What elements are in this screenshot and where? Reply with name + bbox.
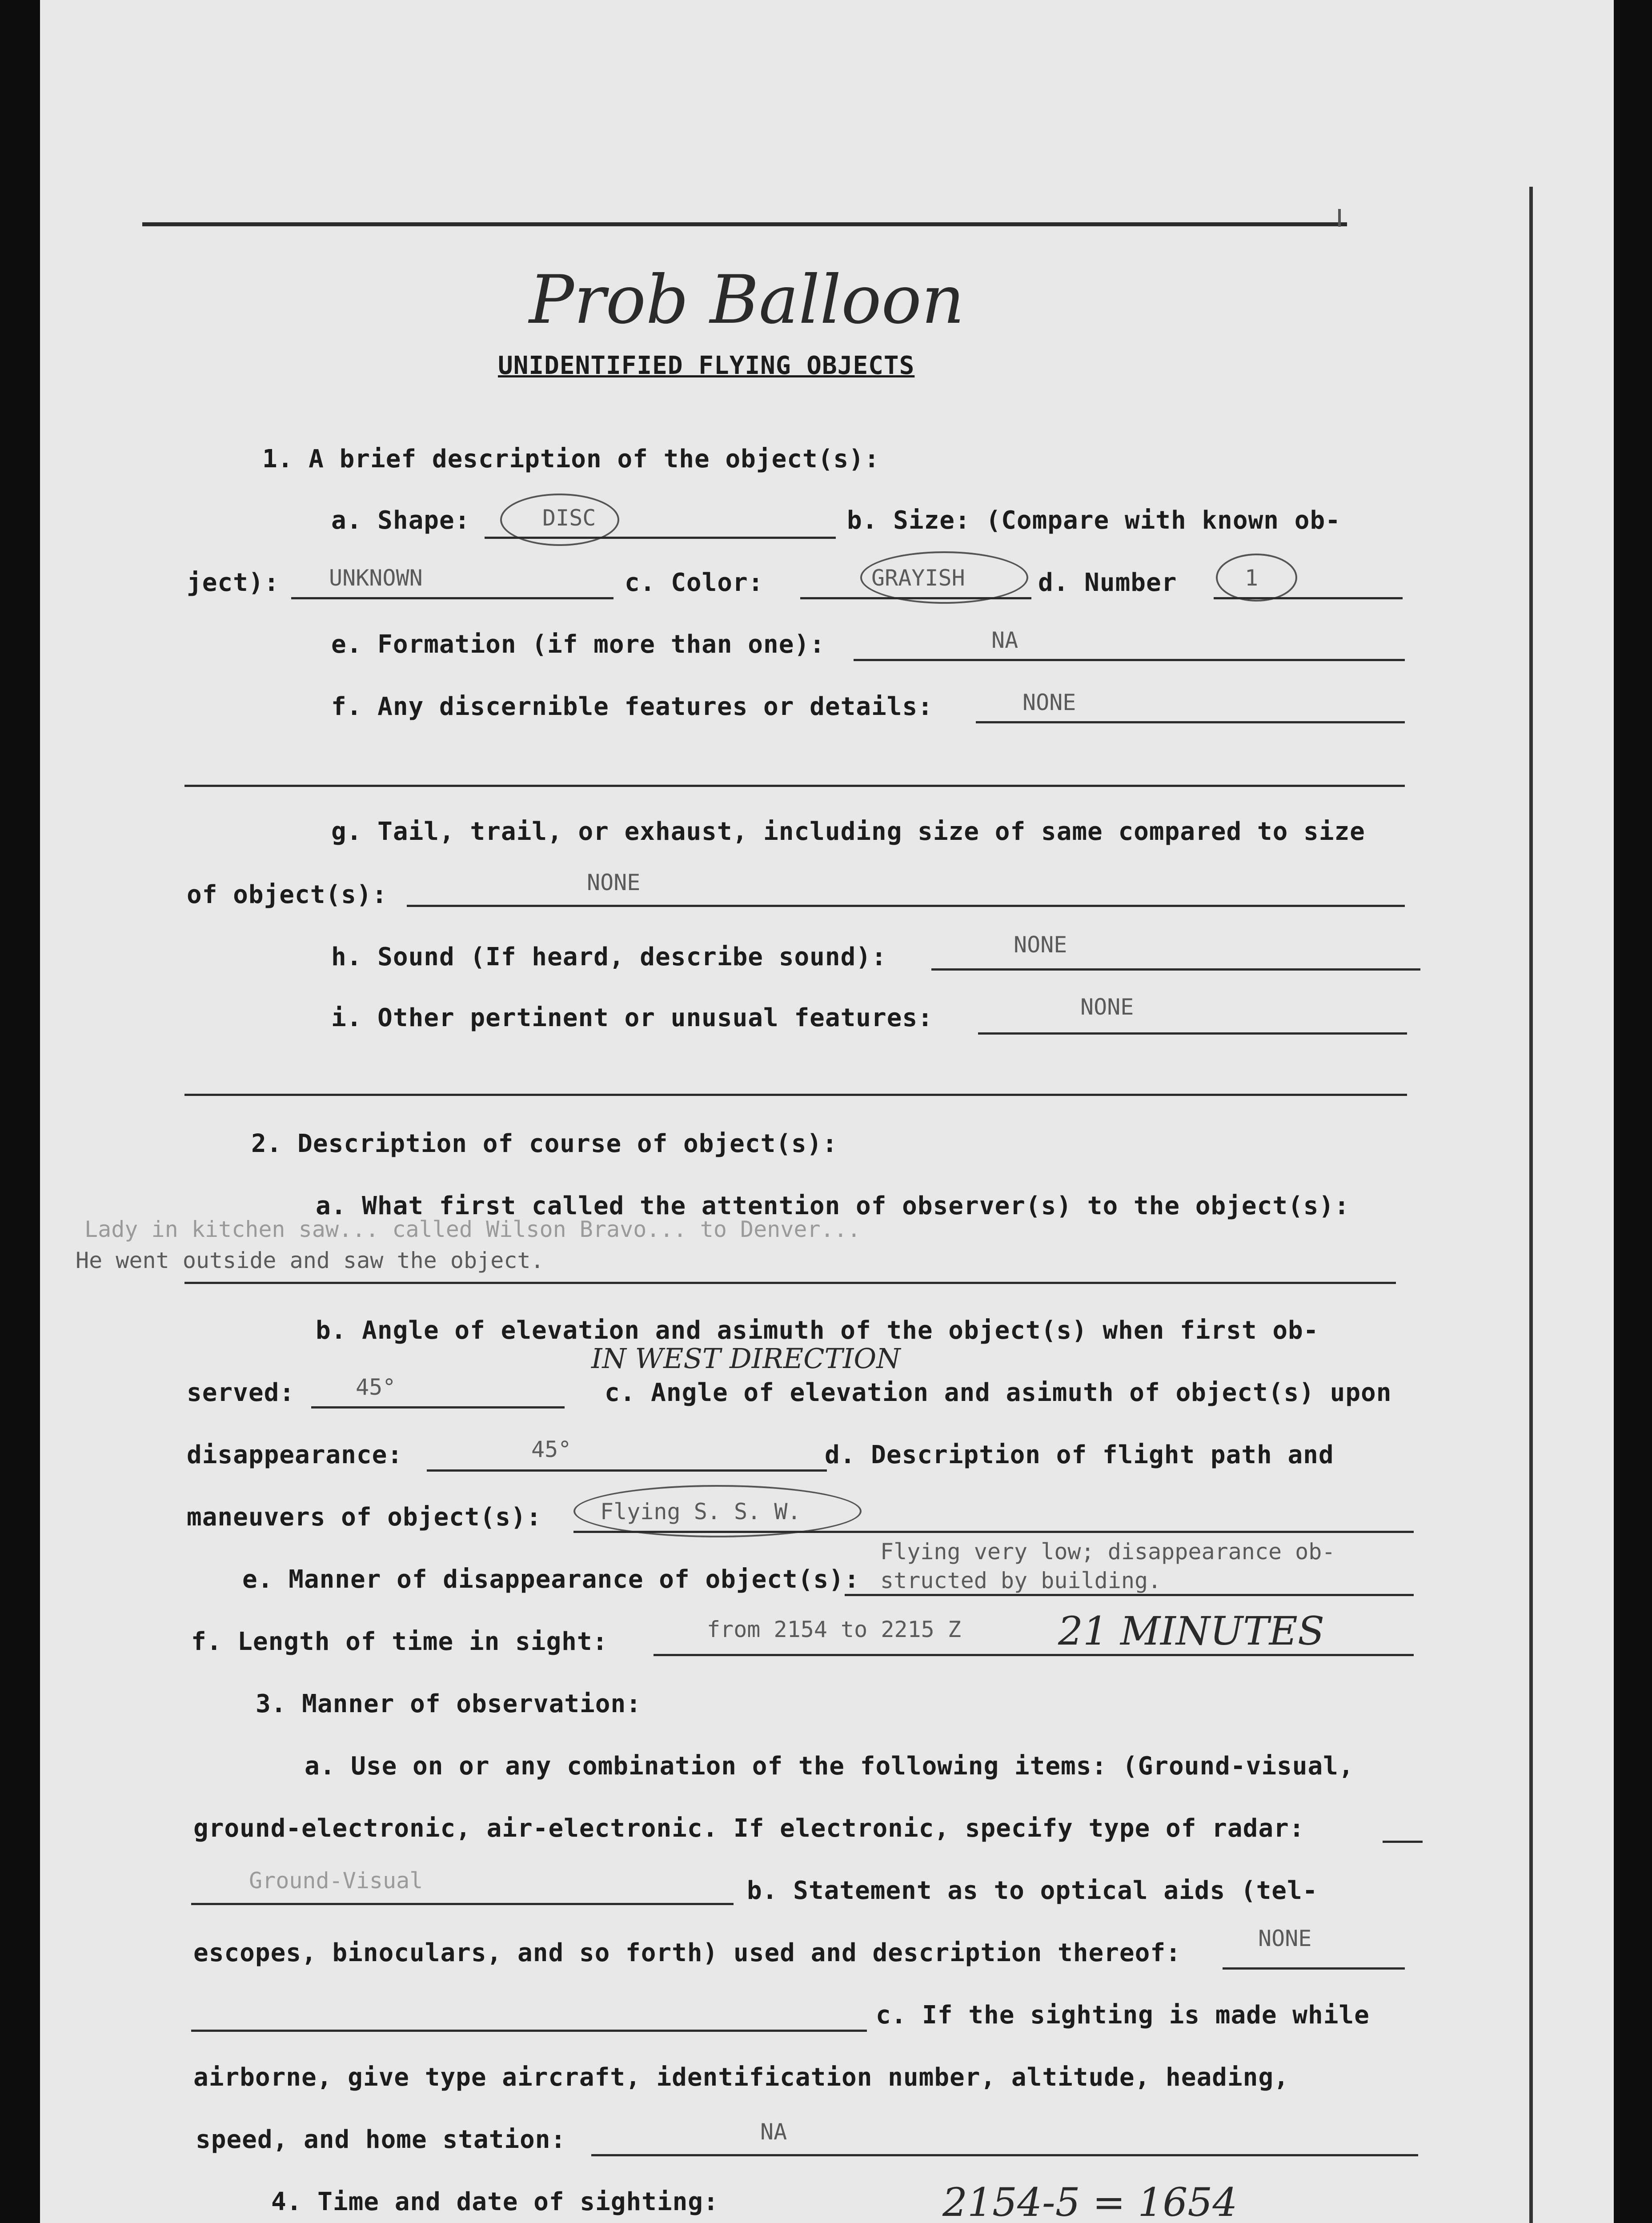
elevation-disappear-label-cont: disappearance: xyxy=(187,1441,403,1469)
top-rule-mark xyxy=(1338,209,1341,227)
elevation-disappear-label: c. Angle of elevation and asimuth of object(s) upon xyxy=(605,1378,1392,1407)
formation-label: e. Formation (if more than one): xyxy=(331,630,825,659)
handwritten-note: Prob Balloon xyxy=(529,261,965,339)
color-underline xyxy=(800,597,1031,599)
section2-heading: 2. Description of course of object(s): xyxy=(251,1129,838,1158)
flight-path-label-cont: maneuvers of object(s): xyxy=(187,1503,542,1532)
attention-label: a. What first called the attention of observer(s) to the object(s): xyxy=(316,1192,1350,1220)
elevation-first-value: 45° xyxy=(356,1374,396,1400)
section4-heading: 4. Time and date of sighting: xyxy=(271,2187,719,2216)
page-edge-line xyxy=(1529,187,1533,2223)
other-features-value: NONE xyxy=(1080,994,1134,1020)
features-underline xyxy=(976,721,1405,723)
time-date-handwritten: 2154-5 = 1654 xyxy=(942,2179,1238,2223)
number-value-circle xyxy=(1216,554,1297,602)
elevation-first-handwritten: IN WEST DIRECTION xyxy=(591,1342,901,1375)
flight-path-label: d. Description of flight path and xyxy=(825,1441,1334,1469)
size-label: b. Size: (Compare with known ob- xyxy=(847,506,1341,535)
airborne-value: NA xyxy=(760,2119,787,2145)
elevation-first-label: b. Angle of elevation and asimuth of the object(s) when first ob- xyxy=(316,1316,1319,1345)
optical-aids-extra-line xyxy=(191,2030,867,2032)
observation-type-underline xyxy=(191,1903,734,1905)
size-label-cont: ject): xyxy=(187,568,280,597)
tail-value: NONE xyxy=(587,870,641,895)
disappearance-label: e. Manner of disappearance of object(s): xyxy=(242,1565,860,1594)
flight-path-underline xyxy=(573,1531,1414,1533)
size-underline xyxy=(291,597,613,599)
formation-value: NA xyxy=(991,627,1018,653)
other-features-label: i. Other pertinent or unusual features: xyxy=(331,1003,933,1032)
optical-aids-value: NONE xyxy=(1258,1926,1312,1951)
optical-aids-underline xyxy=(1223,1967,1405,1970)
features-value: NONE xyxy=(1022,690,1076,715)
observation-type-label-cont: ground-electronic, air-electronic. If electronic, specify type of radar: xyxy=(193,1814,1305,1843)
attention-underline xyxy=(184,1282,1396,1284)
airborne-label: c. If the sighting is made while xyxy=(876,2001,1370,2030)
time-in-sight-handwritten: 21 MINUTES xyxy=(1058,1608,1325,1654)
shape-label: a. Shape: xyxy=(331,506,470,535)
disappearance-value-line1: Flying very low; disappearance ob- xyxy=(880,1539,1335,1565)
sound-label: h. Sound (If heard, describe sound): xyxy=(331,943,887,971)
elevation-disappear-value: 45° xyxy=(531,1437,572,1462)
section1-heading: 1. A brief description of the object(s): xyxy=(262,445,880,473)
other-features-extra-line xyxy=(184,1094,1407,1096)
elevation-first-underline xyxy=(311,1406,565,1408)
elevation-disappear-underline xyxy=(427,1469,827,1472)
time-in-sight-value: from 2154 to 2215 Z xyxy=(707,1617,961,1642)
sound-underline xyxy=(931,968,1420,971)
observation-type-value: Ground-Visual xyxy=(249,1868,423,1894)
size-value: UNKNOWN xyxy=(329,565,423,591)
attention-value-line1: Lady in kitchen saw... called Wilson Bravo... to Denver... xyxy=(84,1216,861,1242)
time-in-sight-underline xyxy=(654,1654,1414,1656)
tail-underline xyxy=(407,905,1405,907)
flight-path-value: Flying S. S. W. xyxy=(600,1499,801,1525)
sound-value: NONE xyxy=(1014,932,1067,958)
optical-aids-label-cont: escopes, binoculars, and so forth) used and description thereof: xyxy=(193,1938,1181,1967)
number-value: 1 xyxy=(1245,565,1259,591)
shape-value: DISC xyxy=(542,505,596,531)
color-value: GRAYISH xyxy=(871,565,965,591)
attention-value-line2: He went outside and saw the object. xyxy=(76,1248,544,1273)
features-extra-line xyxy=(184,785,1405,787)
formation-underline xyxy=(854,659,1405,661)
shape-underline xyxy=(485,537,836,539)
tail-label-cont: of object(s): xyxy=(187,880,388,909)
airborne-label-cont2: speed, and home station: xyxy=(196,2125,566,2154)
disappearance-underline xyxy=(845,1594,1414,1596)
color-label: c. Color: xyxy=(625,568,764,597)
page-title: UNIDENTIFIED FLYING OBJECTS xyxy=(498,351,915,380)
airborne-label-cont1: airborne, give type aircraft, identification number, altitude, heading, xyxy=(193,2063,1289,2092)
color-value-circle xyxy=(860,551,1028,604)
flight-path-value-circle xyxy=(573,1485,862,1537)
disappearance-value-line2: structed by building. xyxy=(880,1568,1162,1593)
tail-label: g. Tail, trail, or exhaust, including size of same compared to size xyxy=(331,817,1365,846)
top-rule xyxy=(142,222,1347,226)
features-label: f. Any discernible features or details: xyxy=(331,692,933,721)
number-label: d. Number xyxy=(1038,568,1177,597)
other-features-underline xyxy=(978,1032,1407,1035)
section3-heading: 3. Manner of observation: xyxy=(256,1689,642,1718)
radar-type-underline xyxy=(1383,1841,1423,1843)
time-in-sight-label: f. Length of time in sight: xyxy=(191,1627,608,1656)
optical-aids-label: b. Statement as to optical aids (tel- xyxy=(747,1876,1318,1905)
elevation-first-label-cont: served: xyxy=(187,1378,295,1407)
number-underline xyxy=(1214,597,1403,599)
airborne-underline xyxy=(591,2154,1418,2156)
observation-type-label: a. Use on or any combination of the following items: (Ground-visual, xyxy=(305,1752,1354,1781)
